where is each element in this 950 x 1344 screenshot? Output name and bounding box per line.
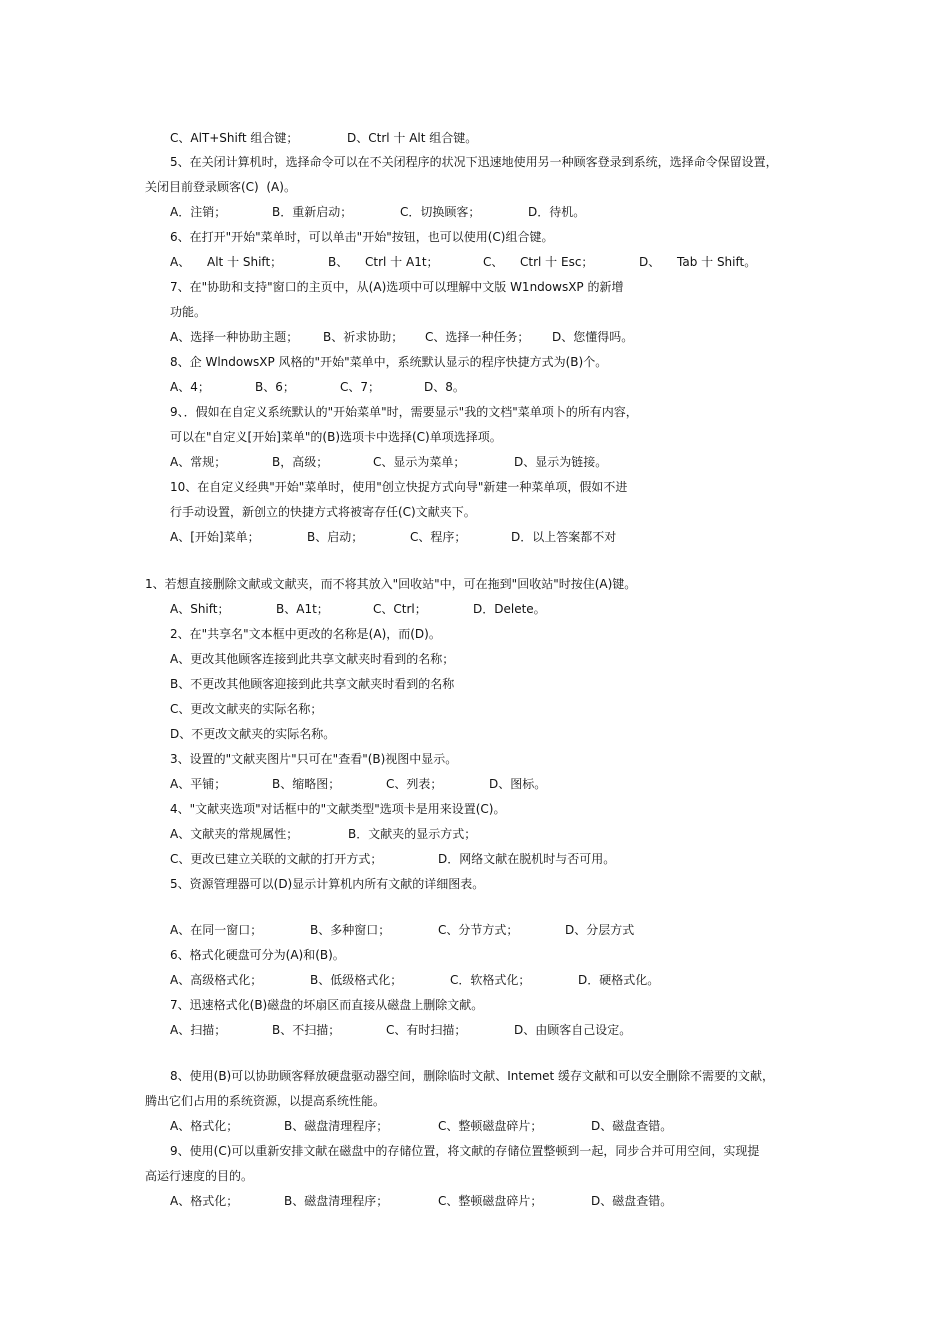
option-text: C、列表； (386, 777, 443, 791)
option-text: C、AlT+Shift 组合键； (170, 131, 299, 145)
text-line (170, 626, 441, 642)
text-line (170, 279, 623, 295)
text-line (170, 1068, 774, 1084)
line-text: 腾出它们占用的系统资源，以提高系统性能。 (145, 1094, 386, 1108)
line-text: 1、若想直接删除文献或文献夹，而不将其放入"回收站"中，可在拖到"回收站"时按住(A)键。 (145, 577, 637, 591)
text-line (170, 651, 454, 667)
option-text: C、选择一种任务； (425, 330, 530, 344)
option-text: A、[开始]菜单； (170, 530, 260, 544)
line-text: 5、在关闭计算机时，选择命令可以在不关闭程序的状况下迅速地使用另一种顾客登录到系统，选择命令保留设置， (170, 155, 778, 169)
option-text: A、Shift； (170, 602, 230, 616)
text-line (170, 701, 322, 717)
line-text: 6、格式化硬盘可分为(A)和(B)。 (170, 948, 345, 962)
option-text: A、4； (170, 380, 210, 394)
option-text: B．重新启动； (272, 205, 353, 219)
option-text: D、磁盘查错。 (591, 1194, 673, 1208)
text-line (170, 997, 483, 1013)
text-line (145, 1093, 385, 1109)
line-text: 2、在"共享名"文本框中更改的名称是(A)，而(D)。 (170, 627, 441, 641)
option-text: C、程序； (410, 530, 467, 544)
option-text: C、显示为菜单； (373, 455, 466, 469)
option-text: B、启动； (307, 530, 364, 544)
option-text: A、选择一种协助主题； (170, 330, 299, 344)
line-text: 7、在"协助和支持"窗口的主页中，从(A)选项中可以理解中文版 W1ndowsXP 的新增 (170, 280, 624, 294)
text-line (145, 1168, 253, 1184)
line-text: A、更改其他顾客连接到此共享文献夹时看到的名称； (170, 652, 455, 666)
line-text: B、不更改其他顾客迎接到此共享文献夹时看到的名称 (170, 677, 455, 691)
option-text: D、8。 (424, 380, 465, 394)
text-line (170, 354, 607, 370)
option-text: D．待机。 (528, 205, 586, 219)
line-text: 10、在自定义经典"开始"菜单时，使用"创立快捉方式向导"新建一种菜单项，假如不进 (170, 480, 628, 494)
option-text: A、文献夹的常规属性； (170, 827, 299, 841)
option-text: Alt 十 Shift； (207, 255, 283, 269)
option-text: D、 (639, 255, 661, 269)
text-line (170, 751, 457, 767)
option-text: C、7； (340, 380, 381, 394)
option-text: D、分层方式 (565, 923, 635, 937)
line-text: 5、资源管理器可以(D)显示计算机内所有文献的详细图表。 (170, 877, 485, 891)
option-text: D．Delete。 (473, 602, 546, 616)
text-line (145, 179, 296, 195)
option-text: A、 (170, 255, 191, 269)
line-text: 行手动设置，新创立的快捷方式将被寄存任(C)文献夹下。 (170, 505, 476, 519)
text-line (170, 304, 206, 320)
line-text: 3、设置的"文献夹图片"只可在"查看"(B)视图中显示。 (170, 752, 458, 766)
option-text: B．文献夹的显示方式； (348, 827, 477, 841)
option-text: D、Ctrl 十 Alt 组合键。 (347, 131, 478, 145)
line-text: D、不更改文献夹的实际名称。 (170, 727, 336, 741)
option-text: D、显示为链接。 (514, 455, 608, 469)
option-text: A、格式化； (170, 1194, 239, 1208)
option-text: Ctrl 十 Esc； (520, 255, 594, 269)
line-text: 7、迅速格式化(B)磁盘的坏扇区而直接从磁盘上删除文献。 (170, 998, 484, 1012)
option-text: C、分节方式； (438, 923, 519, 937)
line-text: 9、．假如在自定义系统默认的"开始菜单"时，需要显示"我的文档"菜单项卜的所有内容， (170, 405, 638, 419)
option-text: C、更改已建立关联的文献的打开方式； (170, 852, 383, 866)
option-text: A、格式化； (170, 1119, 239, 1133)
line-text: 6、在打开"开始"菜单时，可以单击"开始"按钮，也可以使用(C)组合键。 (170, 230, 554, 244)
option-text: B、磁盘清理程序； (284, 1119, 389, 1133)
option-text: B、缩略图； (272, 777, 341, 791)
option-text: B、 (328, 255, 349, 269)
option-text: Tab 十 Shift。 (677, 255, 757, 269)
text-line (170, 479, 627, 495)
line-text: 8、企 WlndowsXP 风格的"开始"菜单中，系统默认显示的程序快捷方式为(B)个。 (170, 355, 608, 369)
line-text: 高运行速度的目的。 (145, 1169, 254, 1183)
option-text: C．切换顾客； (400, 205, 481, 219)
option-text: A．注销； (170, 205, 227, 219)
option-text: A、常规； (170, 455, 227, 469)
line-text: 功能。 (170, 305, 207, 319)
option-text: Ctrl 十 A1t； (365, 255, 439, 269)
text-line (170, 1143, 759, 1159)
line-text: C、更改文献夹的实际名称； (170, 702, 323, 716)
text-line (170, 154, 778, 170)
option-text: C．软格式化； (450, 973, 531, 987)
option-text: A、扫描； (170, 1023, 227, 1037)
text-line (170, 947, 345, 963)
text-line (170, 404, 638, 420)
option-text: B、磁盘清理程序； (284, 1194, 389, 1208)
option-text: D、由顾客自己设定。 (514, 1023, 632, 1037)
option-text: D、磁盘查错。 (591, 1119, 673, 1133)
option-text: D、图标。 (489, 777, 547, 791)
text-line (170, 229, 553, 245)
option-text: D．硬格式化。 (578, 973, 660, 987)
line-text: 可以在"自定义[开始]菜单"的(B)选项卡中选择(C)单项选择项。 (170, 430, 502, 444)
option-text: A、平铺； (170, 777, 227, 791)
text-line (170, 726, 335, 742)
option-text: B、多种窗口； (310, 923, 391, 937)
text-line (170, 429, 502, 445)
option-text: D、您懂得吗。 (552, 330, 634, 344)
option-text: A、高级格式化； (170, 973, 263, 987)
option-text: B、A1t； (276, 602, 329, 616)
option-text: B、不扫描； (272, 1023, 341, 1037)
line-text: 8、使用(B)可以协助顾客释放硬盘驱动器空间，删除临时文献、Intemet 缓存文献和可以安全删除不需要的文献， (170, 1069, 775, 1083)
option-text: B、6； (255, 380, 295, 394)
option-text: B、祈求协助； (323, 330, 404, 344)
line-text: 关闭目前登录顾客(C) (A)。 (145, 180, 296, 194)
text-line (170, 676, 454, 692)
line-text: 9、使用(C)可以重新安排文献在磁盘中的存储位置，将文献的存储位置整顿到一起，同步合并可用空间，实现提 (170, 1144, 760, 1158)
option-text: A、在同一窗口； (170, 923, 263, 937)
option-text: B，高级； (272, 455, 329, 469)
text-line (170, 876, 484, 892)
option-text: C、整顿磁盘碎片； (438, 1119, 543, 1133)
line-text: 4、"文献夹选项"对话框中的"文献类型"选项卡是用来设置(C)。 (170, 802, 506, 816)
option-text: D．以上答案都不对 (511, 530, 617, 544)
option-text: D．网络文献在脱机时与否可用。 (438, 852, 616, 866)
option-text: B、低级格式化； (310, 973, 403, 987)
option-text: C、有时扫描； (386, 1023, 467, 1037)
option-text: C、Ctrl； (373, 602, 427, 616)
option-text: C、 (483, 255, 504, 269)
text-line (170, 801, 505, 817)
text-line (170, 504, 476, 520)
option-text: C、整顿磁盘碎片； (438, 1194, 543, 1208)
text-line (145, 576, 636, 592)
